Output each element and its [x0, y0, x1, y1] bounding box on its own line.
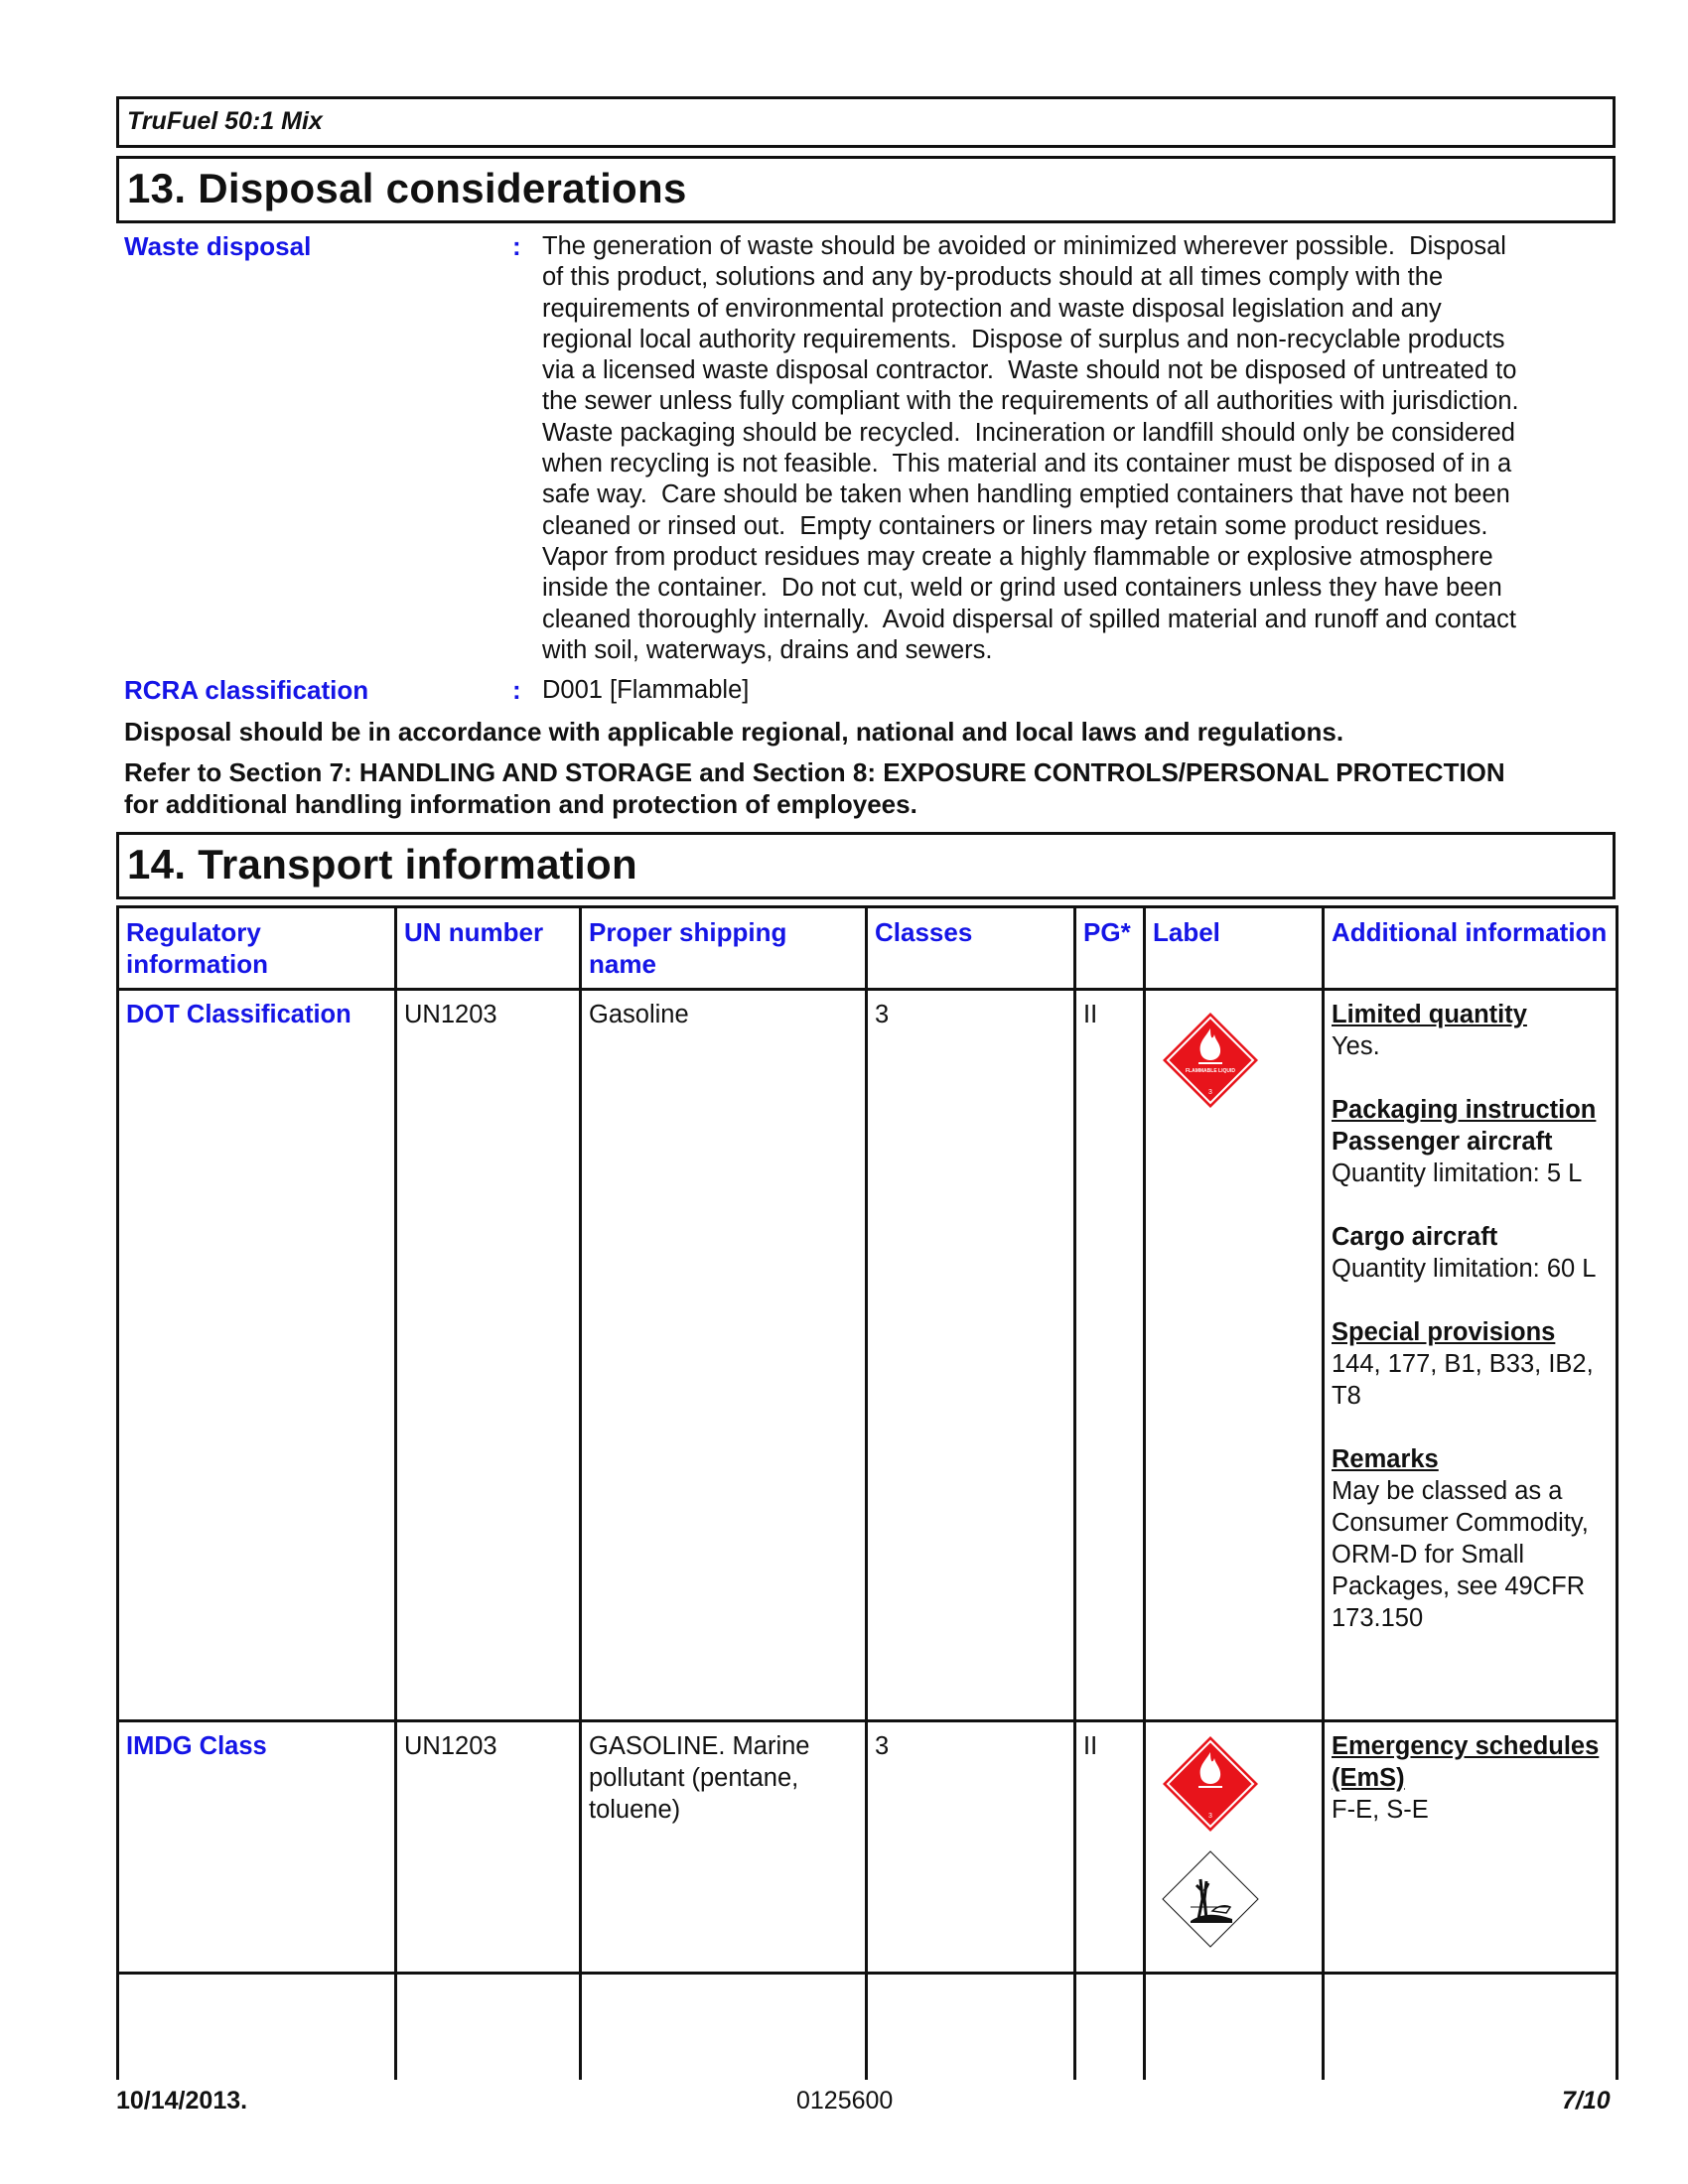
waste-disposal-line: regional local authority requirements. Dispose of surplus and non-recyclable products: [542, 325, 1505, 353]
header-classes: Classes: [867, 907, 1075, 990]
waste-disposal-line: the sewer unless fully compliant with the requirements of all authorities with jurisdiction.: [542, 387, 1519, 416]
waste-disposal-text: [542, 231, 1615, 666]
header-label: Label: [1145, 907, 1324, 990]
footer-date: 10/14/2013.: [116, 2087, 248, 2115]
header-regulatory: Regulatory information: [118, 907, 396, 990]
marine-pollutant-icon: [1161, 1849, 1315, 1957]
waste-disposal-line: Vapor from product residues may create a highly flammable or explosive atmosphere: [542, 542, 1493, 571]
refer-note-1: Refer to Section 7: HANDLING AND STORAGE and Section 8: EXPOSURE CONTROLS/PERSONAL PROTECTION: [124, 757, 1505, 787]
packaging-instruction-heading: Packaging instruction: [1332, 1096, 1597, 1124]
additional-info: [1324, 1721, 1618, 1974]
classes: 3: [867, 1721, 1075, 1974]
ems-heading: Emergency schedules (EmS): [1332, 1732, 1600, 1792]
waste-disposal-line: The generation of waste should be avoided or minimized wherever possible. Disposal: [542, 232, 1506, 260]
waste-disposal-label: Waste disposal: [124, 231, 312, 261]
remarks-heading: Remarks: [1332, 1445, 1439, 1473]
colon: :: [512, 231, 521, 261]
special-provisions-value: 144, 177, B1, B33, IB2, T8: [1332, 1350, 1594, 1410]
svg-text:3: 3: [1208, 1813, 1212, 1820]
un-number: UN1203: [396, 990, 581, 1721]
footer-page: 7/10: [1562, 2087, 1611, 2115]
ems-value: F-E, S-E: [1332, 1796, 1429, 1824]
waste-disposal-line: cleaned thoroughly internally. Avoid dispersal of spilled material and runoff and contact: [542, 605, 1516, 633]
shipping-name: GASOLINE. Marine pollutant (pentane, toluene): [581, 1721, 867, 1974]
header-pg: PG*: [1075, 907, 1145, 990]
table-row-imdg: [118, 1721, 1618, 1974]
passenger-aircraft-value: Quantity limitation: 5 L: [1332, 1160, 1583, 1187]
waste-disposal-line: when recycling is not feasible. This material and its container must be disposed of in a: [542, 450, 1512, 478]
waste-disposal-line: safe way. Care should be taken when handling emptied containers that have not been: [542, 480, 1510, 509]
header-un-number: UN number: [396, 907, 581, 990]
header-additional: Additional information: [1324, 907, 1618, 990]
waste-disposal-line: via a licensed waste disposal contractor. Waste should not be disposed of untreated to: [542, 356, 1517, 385]
flammable-placard-icon: [1161, 1734, 1315, 1842]
waste-disposal-line: cleaned or rinsed out. Empty containers or liners may retain some product residues.: [542, 511, 1488, 540]
flammable-liquid-placard-icon: [1161, 1011, 1315, 1118]
table-row-empty: [118, 1974, 1618, 2080]
packing-group: II: [1075, 990, 1145, 1721]
limited-quantity-heading: Limited quantity: [1332, 1001, 1527, 1028]
dot-classification: DOT Classification: [118, 990, 396, 1721]
svg-text:FLAMMABLE LIQUID: FLAMMABLE LIQUID: [1186, 1068, 1235, 1074]
cargo-aircraft-heading: Cargo aircraft: [1332, 1223, 1498, 1251]
transport-table: [116, 905, 1618, 2080]
special-provisions-heading: Special provisions: [1332, 1318, 1556, 1346]
imdg-class: IMDG Class: [118, 1721, 396, 1974]
label-cell: [1145, 990, 1324, 1721]
colon: :: [512, 675, 521, 705]
label-cell: [1145, 1721, 1324, 1974]
waste-disposal-line: Waste packaging should be recycled. Incineration or landfill should only be considered: [542, 418, 1515, 447]
footer-code: 0125600: [796, 2087, 894, 2115]
classes: 3: [867, 990, 1075, 1721]
packing-group: II: [1075, 1721, 1145, 1974]
waste-disposal-line: requirements of environmental protection and waste disposal legislation and any: [542, 294, 1442, 323]
waste-disposal-line: inside the container. Do not cut, weld or grind used containers unless they have been: [542, 574, 1502, 603]
rcra-label: RCRA classification: [124, 675, 369, 705]
cargo-aircraft-value: Quantity limitation: 60 L: [1332, 1255, 1597, 1283]
table-header-row: [118, 907, 1618, 990]
rcra-value: D001 [Flammable]: [542, 676, 750, 704]
remarks-value: May be classed as a Consumer Commodity, ORM-D for Small Packages, see 49CFR 173.150: [1332, 1477, 1589, 1632]
header-shipping-name: Proper shipping name: [581, 907, 867, 990]
table-row-dot: [118, 990, 1618, 1721]
additional-info: [1324, 990, 1618, 1721]
disposal-note: Disposal should be in accordance with applicable regional, national and local laws and regulations.: [124, 717, 1344, 747]
waste-disposal-line: with soil, waterways, drains and sewers.: [542, 635, 993, 664]
svg-text:3: 3: [1208, 1089, 1212, 1096]
product-name: TruFuel 50:1 Mix: [116, 96, 1616, 148]
shipping-name: Gasoline: [581, 990, 867, 1721]
section-14-title: 14. Transport information: [116, 832, 1616, 899]
refer-note-2: for additional handling information and protection of employees.: [124, 789, 917, 819]
limited-quantity-value: Yes.: [1332, 1032, 1380, 1060]
passenger-aircraft-heading: Passenger aircraft: [1332, 1128, 1553, 1156]
un-number: UN1203: [396, 1721, 581, 1974]
section-13-title: 13. Disposal considerations: [116, 156, 1616, 223]
waste-disposal-line: of this product, solutions and any by-products should at all times comply with the: [542, 263, 1444, 292]
